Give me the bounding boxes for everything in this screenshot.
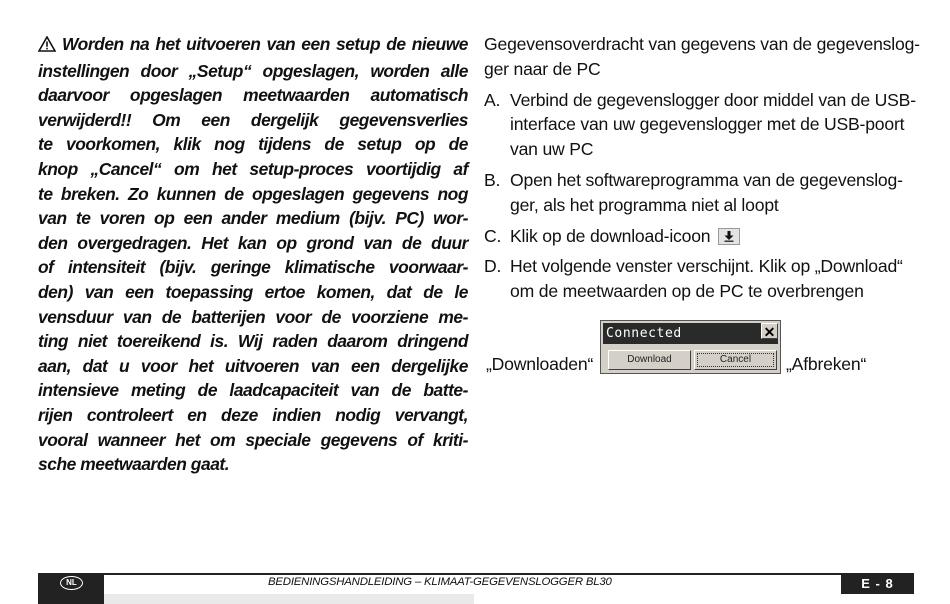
step-d [484, 254, 916, 304]
language-badge: NL [60, 576, 83, 590]
warning-line-1: Worden na het uitvoeren van een setup de nieuwe [38, 32, 468, 59]
page-footer [38, 573, 914, 594]
close-icon[interactable]: ✕ [761, 323, 778, 339]
cancel-button[interactable]: Cancel [694, 350, 777, 370]
step-letter: A. [484, 89, 501, 110]
warning-paragraph [38, 32, 468, 477]
step-text-line: Verbind de gegevenslogger door middel van de USB- [510, 89, 916, 110]
warning-line-14: aan, dat u voor het uitvoeren van een dergelijke [38, 355, 468, 376]
step-letter: D. [484, 256, 502, 277]
section-heading [484, 32, 920, 82]
warning-line-2: instellingen door „Setup“ opgeslagen, worden alle [38, 60, 468, 81]
dialog-title: Connected [603, 323, 778, 344]
footer-shade [104, 594, 474, 604]
connected-dialog [600, 320, 781, 374]
step-letter: B. [484, 169, 501, 190]
dialog-illustration [484, 318, 924, 378]
step-text-line: van uw PC [510, 139, 594, 160]
warning-line-9: den overgedragen. Het kan op grond van de duur [38, 232, 468, 253]
step-text-line: Het volgende venster verschijnt. Klik op „Download“ [510, 256, 903, 277]
step-a [484, 88, 916, 162]
step-text-line: Klik op de download-icoon [510, 224, 916, 249]
warning-triangle-icon [38, 34, 58, 59]
warning-line-11: den) van een toepassing ertoe komen, dat de le [38, 281, 468, 302]
warning-line-6: knop „Cancel“ om het setup-proces voortijdig af [38, 158, 468, 179]
heading-line-2: ger naar de PC [484, 58, 601, 79]
warning-line-7: te breken. Zo kunnen de opgeslagen gegevens nog [38, 183, 468, 204]
cancel-caption: „Afbreken“ [786, 354, 867, 374]
warning-line-3: daarvoor opgeslagen meetwaarden automatisch [38, 85, 468, 106]
step-text-line: om de meetwaarden op de PC te overbrengen [510, 281, 864, 302]
warning-line-5: te voorkomen, klik nog tijdens de setup op de [38, 134, 468, 155]
warning-line-16: rijen controleert en deze indien nodig vervangt, [38, 404, 468, 425]
step-c [484, 224, 916, 249]
language-tab [38, 573, 104, 604]
steps-list [484, 88, 916, 304]
warning-line-17: vooral wanneer het om speciale gegevens of kriti- [38, 429, 468, 450]
warning-line-10: of intensiteit (bijv. geringe klimatische voorwaar- [38, 257, 468, 278]
warning-line-13: ting niet toereikend is. Wij raden daarom dringend [38, 331, 468, 352]
step-text-line: ger, als het programma niet al loopt [510, 194, 779, 215]
footer-title: BEDIENINGSHANDLEIDING – KLIMAAT-GEGEVENSLOGGER BL30 [268, 576, 612, 588]
step-b [484, 168, 916, 218]
warning-line-18: sche meetwaarden gaat. [38, 454, 230, 475]
heading-line-1: Gegevensoverdracht van gegevens van de gegevenslog- [484, 34, 920, 54]
step-text-line: Open het softwareprogramma van de gegevenslog- [510, 169, 903, 190]
download-icon[interactable] [718, 228, 740, 245]
download-caption: „Downloaden“ [486, 354, 594, 374]
warning-line-15: intensieve meting de laadcapaciteit van de batte- [38, 380, 468, 401]
warning-line-8: van te voren op een ander medium (bijv. PC) wor- [38, 208, 468, 229]
page-number: E - 8 [841, 573, 914, 594]
warning-line-4: verwijderd!! Om een dergelijk gegevensverlies [38, 109, 468, 130]
instructions-section [484, 32, 920, 304]
warning-line-12: vensduur van de batterijen voor de voorziene me- [38, 306, 468, 327]
step-text-line: interface van uw gegevenslogger met de USB-poort [510, 114, 905, 135]
download-button[interactable]: Download [608, 350, 691, 370]
step-letter: C. [484, 225, 502, 246]
